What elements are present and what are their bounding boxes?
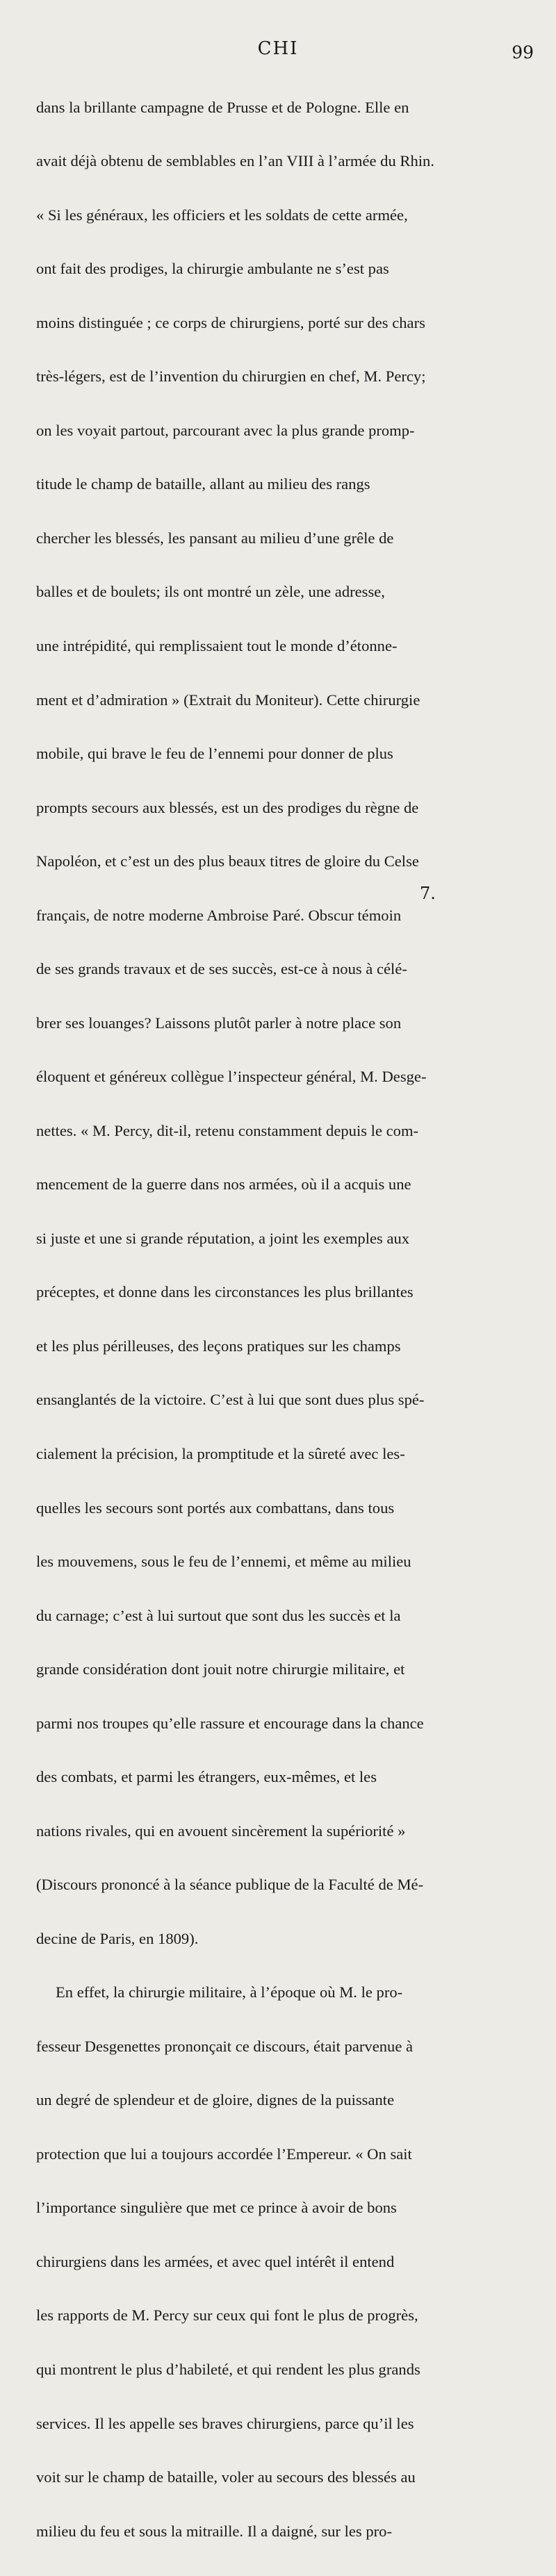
text-line: dans la brillante campagne de Prusse et de Pologne. Elle en	[36, 98, 409, 116]
body-text	[36, 63, 489, 2576]
text-line: si juste et une si grande réputation, a joint les exemples aux	[36, 1229, 410, 1247]
text-line: En effet, la chirurgie militaire, à l’époque où M. le pro-	[56, 1983, 403, 2001]
text-line: services. Il les appelle ses braves chirurgiens, parce qu’il les	[36, 2414, 414, 2432]
text-line: chercher les blessés, les pansant au milieu d’une grêle de	[36, 529, 394, 547]
text-line: ensanglantés de la victoire. C’est à lui que sont dues plus spé-	[36, 1391, 425, 1409]
text-line: ont fait des prodiges, la chirurgie ambulante ne s’est pas	[36, 260, 389, 278]
text-line: prompts secours aux blessés, est un des prodiges du règne de	[36, 798, 419, 816]
text-line: protection que lui a toujours accordée l’Empereur. « On sait	[36, 2145, 412, 2163]
text-line: un degré de splendeur et de gloire, dignes de la puissante	[36, 2091, 395, 2109]
text-line: decine de Paris, en 1809).	[36, 1929, 199, 1947]
text-line: nations rivales, qui en avouent sincèrement la supériorité »	[36, 1822, 406, 1840]
text-line: de ses grands travaux et de ses succès, est-ce à nous à célé-	[36, 960, 407, 978]
text-line: qui montrent le plus d’habileté, et qui rendent les plus grands	[36, 2361, 420, 2378]
text-line: mobile, qui brave le feu de l’ennemi pour donner de plus	[36, 745, 393, 763]
text-line: « Si les généraux, les officiers et les soldats de cette armée,	[36, 206, 408, 224]
text-line: éloquent et généreux collègue l’inspecteur général, M. Desge-	[36, 1068, 427, 1086]
signature-mark: 7.	[420, 884, 436, 903]
text-line: et les plus périlleuses, des leçons pratiques sur les champs	[36, 1337, 401, 1355]
page-header	[0, 38, 556, 66]
text-line: très-légers, est de l’invention du chirurgien en chef, M. Percy;	[36, 368, 426, 386]
text-line: les mouvemens, sous le feu de l’ennemi, et même au milieu	[36, 1553, 411, 1571]
text-line: une intrépidité, qui remplissaient tout le monde d’étonne-	[36, 637, 398, 654]
text-line: Napoléon, et c’est un des plus beaux titres de gloire du Celse	[36, 852, 419, 870]
text-line: (Discours prononcé à la séance publique de la Faculté de Mé-	[36, 1876, 424, 1894]
text-line: on les voyait partout, parcourant avec la plus grande promp-	[36, 421, 415, 439]
text-line: fesseur Desgenettes prononçait ce discours, était parvenue à	[36, 2037, 414, 2055]
text-line: milieu du feu et sous la mitraille. Il a daigné, sur les pro-	[36, 2522, 392, 2540]
running-head: CHI	[257, 38, 299, 59]
page-number: 99	[512, 42, 534, 63]
text-line: quelles les secours sont portés aux combattans, dans tous	[36, 1498, 395, 1517]
text-line: les rapports de M. Percy sur ceux qui font le plus de progrès,	[36, 2306, 418, 2325]
text-line: mencement de la guerre dans nos armées, où il a acquis une	[36, 1175, 411, 1194]
text-line: ment et d’admiration » (Extrait du Moniteur). Cette chirurgie	[36, 691, 420, 709]
text-line: préceptes, et donne dans les circonstances les plus brillantes	[36, 1283, 414, 1301]
text-line: brer ses louanges? Laissons plutôt parler à notre place son	[36, 1014, 402, 1032]
text-line: l’importance singulière que met ce prince à avoir de bons	[36, 2199, 397, 2217]
text-line: avait déjà obtenu de semblables en l’an VIII à l’armée du Rhin.	[36, 152, 435, 170]
text-line: voit sur le champ de bataille, voler au secours des blessés au	[36, 2468, 416, 2486]
text-line: balles et de boulets; ils ont montré un zèle, une adresse,	[36, 583, 385, 601]
text-line: du carnage; c’est à lui surtout que sont dus les succès et la	[36, 1606, 401, 1624]
text-line: moins distinguée ; ce corps de chirurgiens, porté sur des chars	[36, 313, 425, 331]
text-line: des combats, et parmi les étrangers, eux-mêmes, et les	[36, 1768, 377, 1786]
text-line: nettes. « M. Percy, dit-il, retenu constamment depuis le com-	[36, 1121, 419, 1139]
text-line: titude le champ de bataille, allant au milieu des rangs	[36, 475, 370, 493]
text-line: cialement la précision, la promptitude et la sûreté avec les-	[36, 1444, 405, 1462]
text-line: chirurgiens dans les armées, et avec quel intérêt il entend	[36, 2252, 395, 2270]
text-line: grande considération dont jouit notre chirurgie militaire, et	[36, 1660, 405, 1678]
text-line: parmi nos troupes qu’elle rassure et encourage dans la chance	[36, 1714, 424, 1732]
text-line: français, de notre moderne Ambroise Paré. Obscur témoin	[36, 906, 402, 924]
